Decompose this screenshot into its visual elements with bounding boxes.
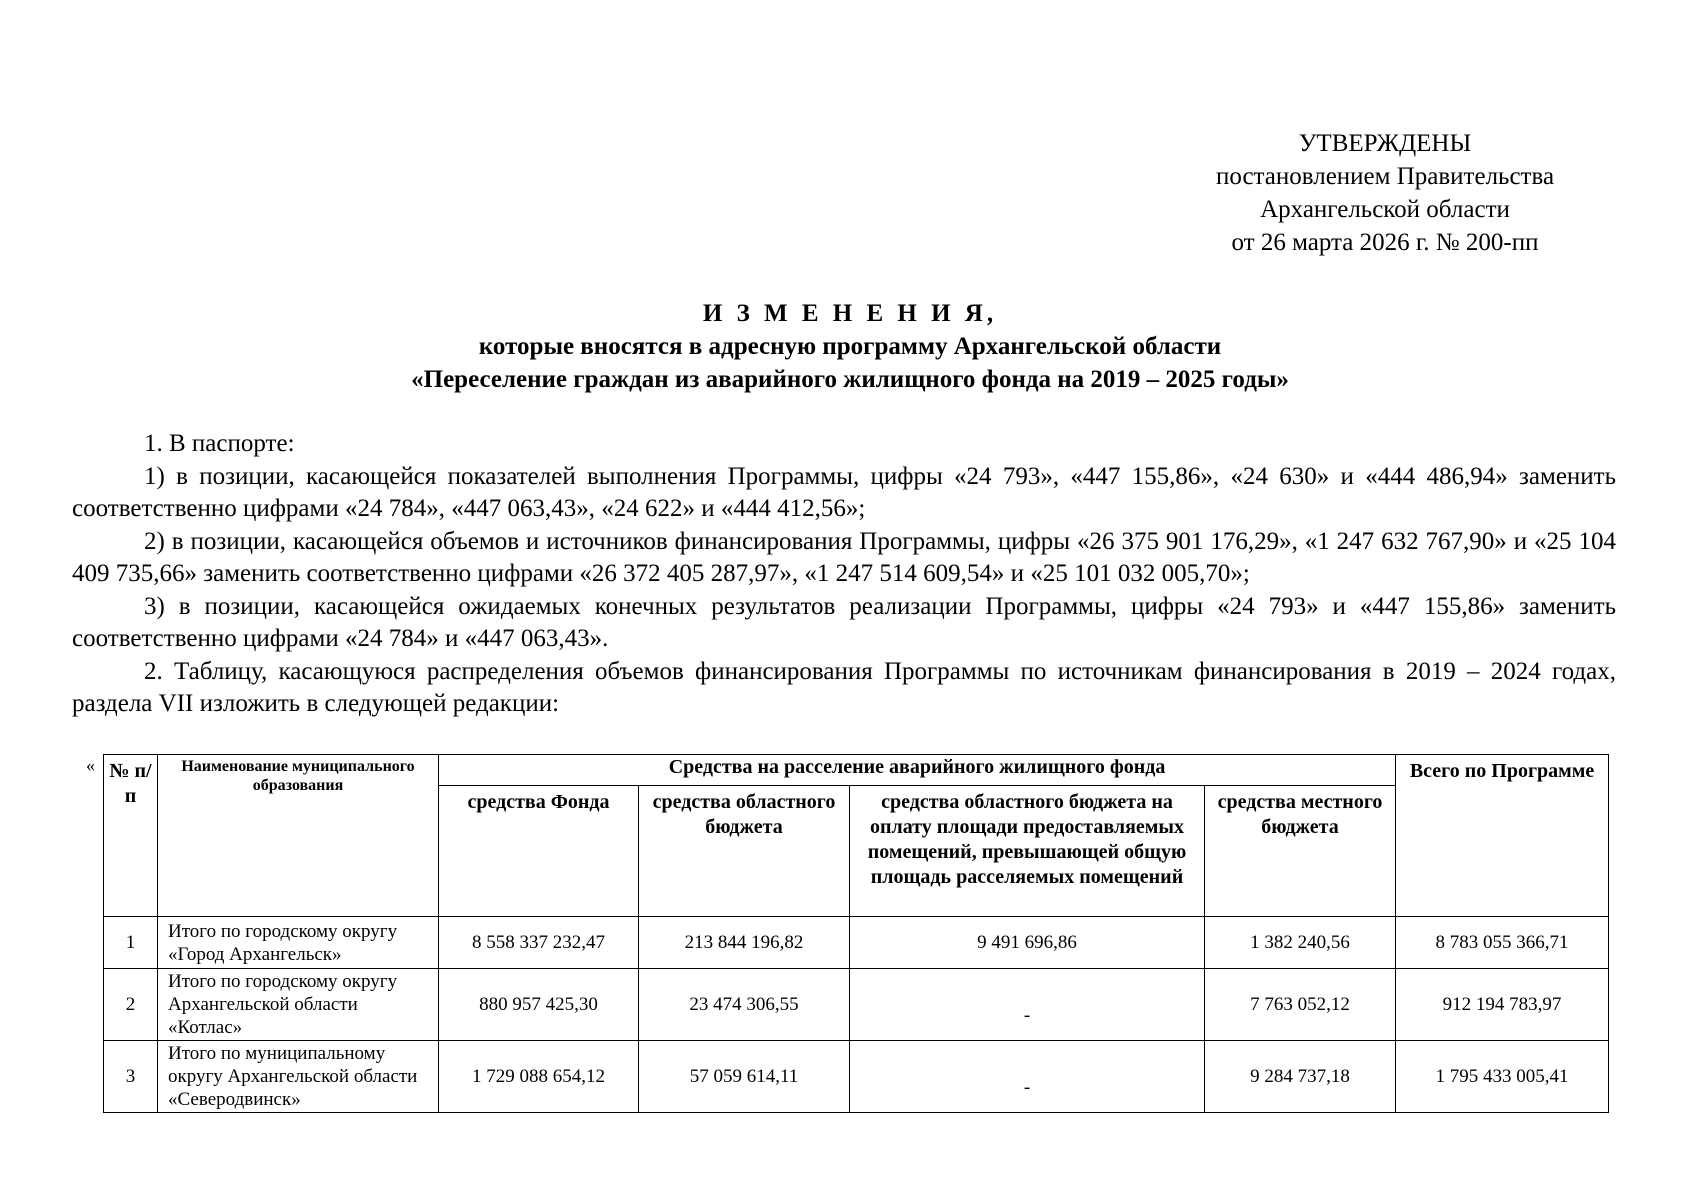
row-total: 8 783 055 366,71 <box>1396 917 1609 969</box>
approval-date-number: от 26 марта 2026 г. № 200-пп <box>1231 229 1539 256</box>
paragraph-item-2: 2) в позиции, касающейся объемов и источников финансирования Программы, цифры «26 375 901 176,29», «1 247 632 767,90» и «25 104 409 735,66» заменить соответственно цифрами «26 372 405 287,97», «1 247 514 609,54» и «25 101 032 005,70»; <box>72 527 1616 587</box>
row-regional-budget: 23 474 306,55 <box>639 969 850 1041</box>
header-municipality: Наименование муниципального образования <box>158 755 439 917</box>
row-regional-extra-area: 9 491 696,86 <box>850 917 1205 969</box>
document-body <box>72 428 1616 721</box>
row-local-budget: 7 763 052,12 <box>1205 969 1396 1041</box>
row-regional-budget: 213 844 196,82 <box>639 917 850 969</box>
header-relocation-funds: Средства на расселение аварийного жилищного фонда <box>439 755 1396 786</box>
approval-title: УТВЕРЖДЕНЫ <box>1298 130 1472 157</box>
row-regional-budget: 57 059 614,11 <box>639 1041 850 1113</box>
table-row <box>104 969 1609 1041</box>
financing-table <box>103 754 1609 1113</box>
document-heading <box>100 297 1600 396</box>
row-local-budget: 9 284 737,18 <box>1205 1041 1396 1113</box>
heading-subtitle: которые вносятся в адресную программу Архангельской области <box>478 333 1222 360</box>
heading-title: И З М Е Н Е Н И Я, <box>702 300 998 327</box>
table-open-quote: « <box>86 755 95 775</box>
header-program-total: Всего по Программе <box>1396 755 1609 917</box>
paragraph-item-1: 1) в позиции, касающейся показателей выполнения Программы, цифры «24 793», «447 155,86», «24 630» и «444 486,94» заменить соответственно цифрами «24 784», «447 063,43», «24 622» и «444 412,56»; <box>72 462 1616 522</box>
row-municipality: Итого по муниципальному округу Архангельской области «Северодвинск» <box>158 1041 439 1113</box>
approval-region: Архангельской области <box>1260 196 1510 223</box>
row-total: 912 194 783,97 <box>1396 969 1609 1041</box>
paragraph-passport: 1. В паспорте: <box>144 430 295 457</box>
row-total: 1 795 433 005,41 <box>1396 1041 1609 1113</box>
table-header-row <box>104 755 1609 786</box>
approval-stamp <box>1195 127 1575 259</box>
row-number: 2 <box>104 969 158 1041</box>
approval-authority: постановлением Правительства <box>1215 163 1555 190</box>
header-regional-budget: средства областного бюджета <box>639 786 850 917</box>
header-regional-extra-area: средства областного бюджета на оплату площади предоставляемых помещений, превышающей общую площадь расселяемых помещений <box>850 786 1205 917</box>
row-number: 1 <box>104 917 158 969</box>
header-fund: средства Фонда <box>439 786 639 917</box>
row-fund: 880 957 425,30 <box>439 969 639 1041</box>
row-local-budget: 1 382 240,56 <box>1205 917 1396 969</box>
row-fund: 8 558 337 232,47 <box>439 917 639 969</box>
table-row <box>104 1041 1609 1113</box>
row-number: 3 <box>104 1041 158 1113</box>
paragraph-table-intro: 2. Таблицу, касающуюся распределения объемов финансирования Программы по источникам финансирования в 2019 – 2024 годах, раздела VII изложить в следующей редакции: <box>72 657 1616 717</box>
row-regional-extra-area: - <box>850 969 1205 1041</box>
paragraph-item-3: 3) в позиции, касающейся ожидаемых конечных результатов реализации Программы, цифры «24 793» и «447 155,86» заменить соответственно цифрами «24 784» и «447 063,43». <box>72 592 1616 652</box>
row-fund: 1 729 088 654,12 <box>439 1041 639 1113</box>
row-municipality: Итого по городскому округу «Город Архангельск» <box>158 917 439 969</box>
header-local-budget: средства местного бюджета <box>1205 786 1396 917</box>
heading-program-name: «Переселение граждан из аварийного жилищного фонда на 2019 – 2025 годы» <box>411 366 1289 393</box>
row-municipality: Итого по городскому округу Архангельской области «Котлас» <box>158 969 439 1041</box>
header-number: № п/п <box>104 755 158 917</box>
table-row <box>104 917 1609 969</box>
row-regional-extra-area: - <box>850 1041 1205 1113</box>
